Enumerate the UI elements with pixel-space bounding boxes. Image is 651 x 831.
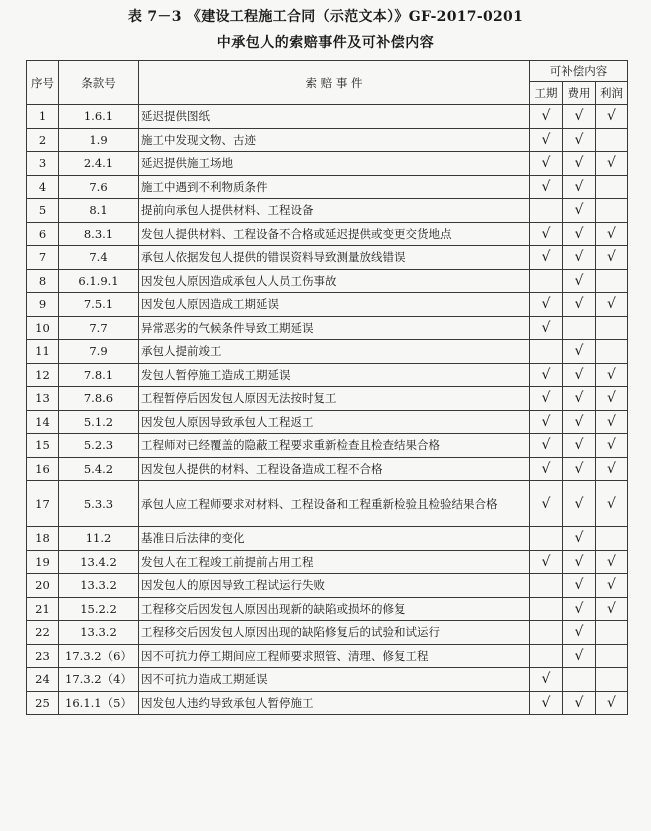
row-event: 因发包人违约导致承包人暂停施工	[139, 691, 530, 715]
row-profit-check: √	[596, 574, 628, 598]
table-row	[27, 550, 628, 574]
row-duration-check: √	[530, 481, 563, 527]
row-duration-check	[530, 574, 563, 598]
table-row	[27, 621, 628, 645]
row-profit-check	[596, 199, 628, 223]
row-duration-check	[530, 269, 563, 293]
table-row	[27, 481, 628, 527]
row-seq: 24	[27, 668, 59, 692]
row-clause: 17.3.2（4）	[59, 668, 139, 692]
row-profit-check	[596, 527, 628, 551]
row-event: 延迟提供施工场地	[139, 152, 530, 176]
row-seq: 8	[27, 269, 59, 293]
row-seq: 14	[27, 410, 59, 434]
row-clause: 1.6.1	[59, 105, 139, 129]
row-clause: 5.3.3	[59, 481, 139, 527]
row-profit-check: √	[596, 246, 628, 270]
row-seq: 21	[27, 597, 59, 621]
table-row	[27, 152, 628, 176]
row-duration-check: √	[530, 316, 563, 340]
row-clause: 8.1	[59, 199, 139, 223]
row-cost-check: √	[563, 105, 596, 129]
table-row	[27, 105, 628, 129]
row-event: 因发包人原因造成承包人人员工伤事故	[139, 269, 530, 293]
row-event: 承包人应工程师要求对材料、工程设备和工程重新检验且检验结果合格	[139, 481, 530, 527]
row-cost-check: √	[563, 481, 596, 527]
row-duration-check: √	[530, 363, 563, 387]
row-seq: 18	[27, 527, 59, 551]
row-clause: 7.5.1	[59, 293, 139, 317]
row-clause: 7.6	[59, 175, 139, 199]
row-cost-check: √	[563, 363, 596, 387]
row-profit-check	[596, 621, 628, 645]
table-row	[27, 340, 628, 364]
row-event: 工程移交后因发包人原因出现新的缺陷或损坏的修复	[139, 597, 530, 621]
table-row	[27, 597, 628, 621]
row-profit-check: √	[596, 691, 628, 715]
row-cost-check: √	[563, 574, 596, 598]
row-seq: 22	[27, 621, 59, 645]
table-row	[27, 199, 628, 223]
row-clause: 5.4.2	[59, 457, 139, 481]
row-profit-check: √	[596, 105, 628, 129]
row-seq: 7	[27, 246, 59, 270]
row-duration-check: √	[530, 457, 563, 481]
row-event: 异常恶劣的气候条件导致工期延误	[139, 316, 530, 340]
row-event: 因不可抗力造成工期延误	[139, 668, 530, 692]
row-profit-check: √	[596, 550, 628, 574]
row-event: 因发包人的原因导致工程试运行失败	[139, 574, 530, 598]
row-event: 工程师对已经覆盖的隐蔽工程要求重新检查且检查结果合格	[139, 434, 530, 458]
row-profit-check: √	[596, 597, 628, 621]
row-profit-check: √	[596, 387, 628, 411]
row-seq: 2	[27, 128, 59, 152]
row-cost-check: √	[563, 527, 596, 551]
row-duration-check: √	[530, 691, 563, 715]
row-cost-check: √	[563, 457, 596, 481]
row-seq: 25	[27, 691, 59, 715]
row-cost-check: √	[563, 152, 596, 176]
row-clause: 7.4	[59, 246, 139, 270]
header-compensable: 可补偿内容	[530, 61, 628, 82]
row-cost-check	[563, 668, 596, 692]
row-profit-check	[596, 175, 628, 199]
row-profit-check: √	[596, 293, 628, 317]
row-cost-check: √	[563, 410, 596, 434]
row-seq: 5	[27, 199, 59, 223]
row-clause: 11.2	[59, 527, 139, 551]
row-event: 因不可抗力停工期间应工程师要求照管、清理、修复工程	[139, 644, 530, 668]
row-clause: 6.1.9.1	[59, 269, 139, 293]
row-cost-check: √	[563, 199, 596, 223]
row-duration-check: √	[530, 222, 563, 246]
row-clause: 2.4.1	[59, 152, 139, 176]
row-duration-check	[530, 199, 563, 223]
row-profit-check: √	[596, 457, 628, 481]
row-profit-check: √	[596, 222, 628, 246]
row-event: 发包人在工程竣工前提前占用工程	[139, 550, 530, 574]
row-event: 施工中发现文物、古迹	[139, 128, 530, 152]
row-duration-check: √	[530, 434, 563, 458]
row-clause: 7.8.6	[59, 387, 139, 411]
row-clause: 15.2.2	[59, 597, 139, 621]
row-clause: 13.4.2	[59, 550, 139, 574]
table-row	[27, 457, 628, 481]
table-row	[27, 387, 628, 411]
row-profit-check	[596, 128, 628, 152]
row-duration-check: √	[530, 105, 563, 129]
row-cost-check: √	[563, 175, 596, 199]
row-cost-check: √	[563, 293, 596, 317]
table-row	[27, 434, 628, 458]
row-profit-check	[596, 316, 628, 340]
table-row	[27, 644, 628, 668]
row-seq: 23	[27, 644, 59, 668]
row-seq: 6	[27, 222, 59, 246]
table-row	[27, 410, 628, 434]
row-seq: 20	[27, 574, 59, 598]
row-event: 施工中遇到不利物质条件	[139, 175, 530, 199]
table-row	[27, 668, 628, 692]
header-cost: 费用	[563, 82, 596, 105]
row-event: 工程暂停后因发包人原因无法按时复工	[139, 387, 530, 411]
row-cost-check: √	[563, 644, 596, 668]
row-duration-check	[530, 597, 563, 621]
row-clause: 13.3.2	[59, 574, 139, 598]
row-cost-check: √	[563, 387, 596, 411]
row-clause: 16.1.1（5）	[59, 691, 139, 715]
row-cost-check: √	[563, 128, 596, 152]
row-seq: 1	[27, 105, 59, 129]
row-clause: 7.9	[59, 340, 139, 364]
row-seq: 10	[27, 316, 59, 340]
table-row	[27, 574, 628, 598]
row-seq: 19	[27, 550, 59, 574]
row-cost-check: √	[563, 550, 596, 574]
table-body	[27, 105, 628, 715]
row-clause: 7.8.1	[59, 363, 139, 387]
row-cost-check: √	[563, 691, 596, 715]
header-profit: 利润	[596, 82, 628, 105]
row-duration-check: √	[530, 152, 563, 176]
row-duration-check: √	[530, 293, 563, 317]
row-cost-check: √	[563, 597, 596, 621]
row-event: 基准日后法律的变化	[139, 527, 530, 551]
header-clause: 条款号	[59, 61, 139, 105]
row-seq: 9	[27, 293, 59, 317]
row-event: 工程移交后因发包人原因出现的缺陷修复后的试验和试运行	[139, 621, 530, 645]
row-seq: 12	[27, 363, 59, 387]
row-duration-check: √	[530, 387, 563, 411]
header-seq: 序号	[27, 61, 59, 105]
row-event: 因发包人原因导致承包人工程返工	[139, 410, 530, 434]
row-cost-check: √	[563, 269, 596, 293]
row-duration-check	[530, 644, 563, 668]
row-event: 提前向承包人提供材料、工程设备	[139, 199, 530, 223]
row-seq: 15	[27, 434, 59, 458]
claims-table	[26, 60, 628, 715]
row-duration-check: √	[530, 550, 563, 574]
row-duration-check: √	[530, 410, 563, 434]
table-row	[27, 691, 628, 715]
row-seq: 3	[27, 152, 59, 176]
row-profit-check: √	[596, 152, 628, 176]
row-clause: 13.3.2	[59, 621, 139, 645]
table-row	[27, 316, 628, 340]
row-cost-check: √	[563, 621, 596, 645]
row-duration-check: √	[530, 246, 563, 270]
row-event: 因发包人原因造成工期延误	[139, 293, 530, 317]
table-row	[27, 363, 628, 387]
row-seq: 11	[27, 340, 59, 364]
row-event: 因发包人提供的材料、工程设备造成工程不合格	[139, 457, 530, 481]
table-row	[27, 527, 628, 551]
row-profit-check: √	[596, 481, 628, 527]
row-cost-check: √	[563, 434, 596, 458]
row-duration-check: √	[530, 175, 563, 199]
row-profit-check	[596, 668, 628, 692]
header-event: 索 赔 事 件	[139, 61, 530, 105]
table-row	[27, 269, 628, 293]
row-seq: 16	[27, 457, 59, 481]
row-cost-check	[563, 316, 596, 340]
row-profit-check	[596, 340, 628, 364]
row-event: 承包人提前竣工	[139, 340, 530, 364]
row-profit-check: √	[596, 434, 628, 458]
row-seq: 4	[27, 175, 59, 199]
row-clause: 5.1.2	[59, 410, 139, 434]
row-clause: 8.3.1	[59, 222, 139, 246]
row-event: 承包人依据发包人提供的错误资料导致测量放线错误	[139, 246, 530, 270]
row-duration-check: √	[530, 128, 563, 152]
header-row	[27, 61, 628, 82]
row-clause: 5.2.3	[59, 434, 139, 458]
table-row	[27, 246, 628, 270]
row-cost-check: √	[563, 222, 596, 246]
row-clause: 17.3.2（6）	[59, 644, 139, 668]
row-profit-check	[596, 644, 628, 668]
table-row	[27, 222, 628, 246]
row-clause: 7.7	[59, 316, 139, 340]
row-cost-check: √	[563, 246, 596, 270]
table-row	[27, 128, 628, 152]
row-event: 发包人提供材料、工程设备不合格或延迟提供或变更交货地点	[139, 222, 530, 246]
row-profit-check: √	[596, 363, 628, 387]
row-cost-check: √	[563, 340, 596, 364]
row-duration-check: √	[530, 668, 563, 692]
row-duration-check	[530, 621, 563, 645]
row-clause: 1.9	[59, 128, 139, 152]
row-event: 发包人暂停施工造成工期延误	[139, 363, 530, 387]
table-row	[27, 293, 628, 317]
row-profit-check: √	[596, 410, 628, 434]
row-seq: 13	[27, 387, 59, 411]
row-profit-check	[596, 269, 628, 293]
table-title: 表 7－3 《建设工程施工合同（示范文本）》GF-2017-0201	[127, 9, 524, 25]
table-row	[27, 175, 628, 199]
row-seq: 17	[27, 481, 59, 527]
row-duration-check	[530, 340, 563, 364]
row-event: 延迟提供图纸	[139, 105, 530, 129]
table-subtitle: 中承包人的索赔事件及可补偿内容	[216, 35, 435, 51]
row-duration-check	[530, 527, 563, 551]
header-duration: 工期	[530, 82, 563, 105]
